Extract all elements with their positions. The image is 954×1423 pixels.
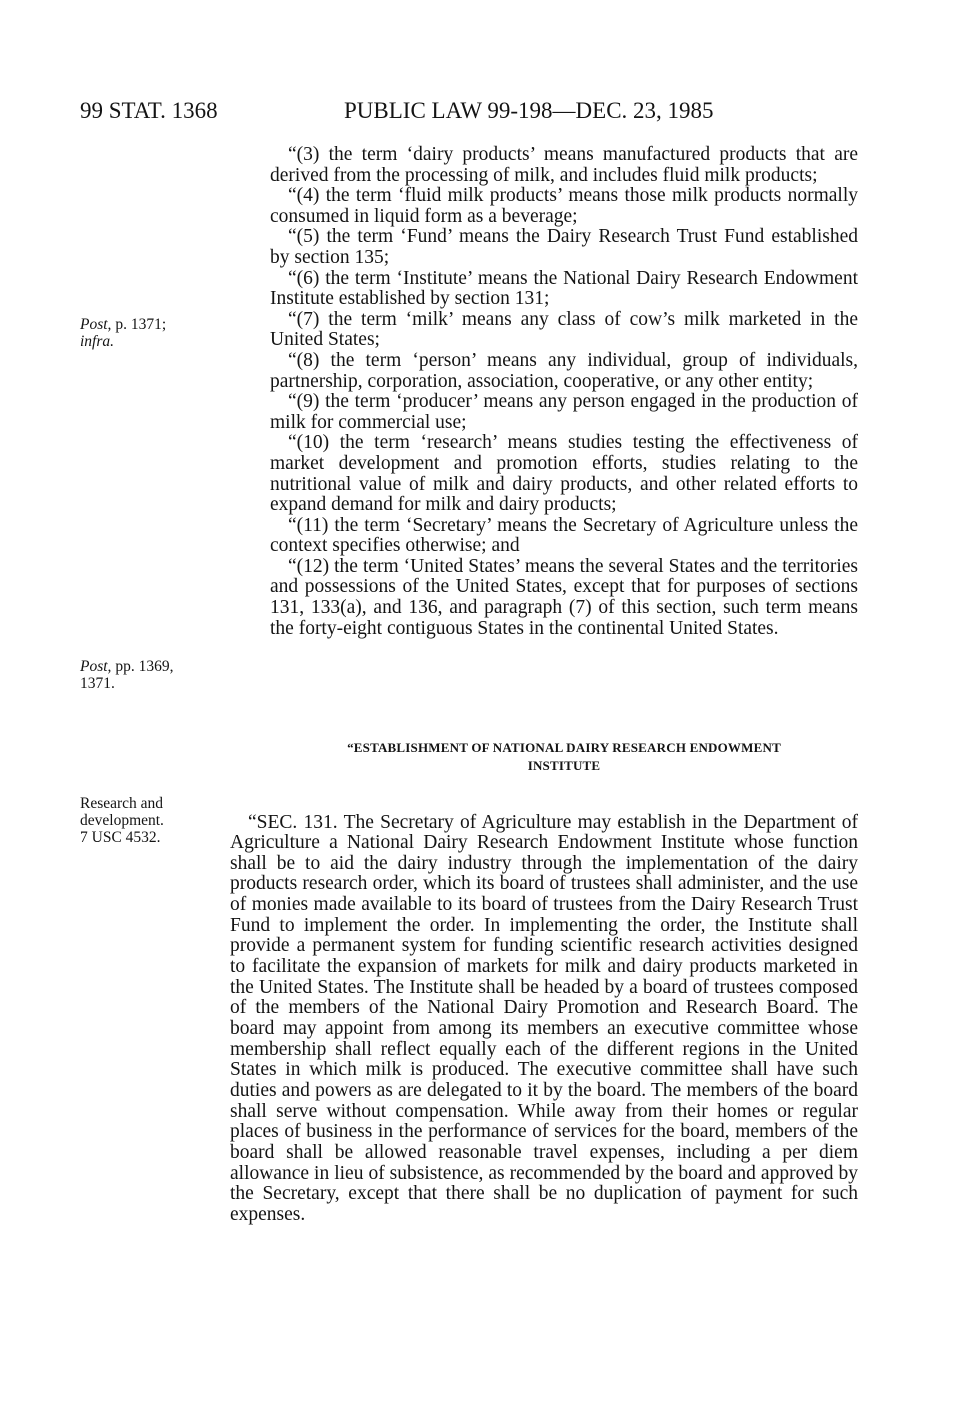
margin-note-italic: Post, <box>80 658 112 675</box>
margin-note-line: development. <box>80 812 164 829</box>
margin-note-line: Post, pp. 1369, <box>80 658 174 675</box>
statute-page-number: 99 STAT. 1368 <box>80 98 218 123</box>
definition-item: “(10) the term ‘research’ means studies testing the effectiveness of market development and promotion efforts, studies relating to the nutritional value of milk and dairy products, and other related efforts to expand demand for milk and dairy products; <box>270 432 858 516</box>
definition-item: “(8) the term ‘person’ means any individual, group of individuals, partnership, corporation, association, cooperative, or any other entity; <box>270 349 858 392</box>
definition-item: “(12) the term ‘United States’ means the several States and the territories and possessions of the United States, except that for purposes of sections 131, 133(a), and 136, and paragraph (7) of this section, such term means the forty-eight contiguous States in the continental United States. <box>270 555 858 639</box>
margin-note-italic: Post, <box>80 316 112 333</box>
margin-note-line: 1371. <box>80 675 115 692</box>
section-heading <box>270 739 858 775</box>
running-header-title: PUBLIC LAW 99-198—DEC. 23, 1985 <box>344 98 714 123</box>
definitions-list <box>270 145 858 639</box>
margin-note-line: Post, p. 1371; <box>80 316 167 333</box>
section-131-text: “SEC. 131. The Secretary of Agriculture may establish in the Department of Agriculture a National Dairy Research Endowment Institute whose function shall be to aid the dairy industry through the implementation of the dairy products research order, which its board of trustees shall administer, and the use of monies made available to its board of trustees from the Dairy Research Trust Fund to implement the order. In implementing the order, the Institute shall provide a permanent system for funding scientific research activities designed to facilitate the expansion of markets for milk and dairy products marketed in the United States. The Institute shall be headed by a board of trustees composed of the members of the National Dairy Promotion and Research Board. The board may appoint from among its members an executive committee whose membership shall reflect equally each of the different regions in the United States in which milk is produced. The executive committee shall have such duties and powers as are delegated to it by the board. The members of the board shall serve without compensation. While away from their homes or regular places of business in the performance of services for the board, members of the board shall be allowed reasonable travel expenses, including a per diem allowance in lieu of subsistence, as recommended by the board and approved by the Secretary, except that there shall be no duplication of payment for such expenses. <box>230 811 858 1225</box>
margin-note-line: infra. <box>80 333 115 350</box>
margin-note-line: Research and <box>80 795 164 812</box>
definition-item: “(11) the term ‘Secretary’ means the Secretary of Agriculture unless the context specifies otherwise; and <box>270 514 858 557</box>
definition-item: “(7) the term ‘milk’ means any class of cow’s milk marketed in the United States; <box>270 308 858 351</box>
section-heading-line: “ESTABLISHMENT OF NATIONAL DAIRY RESEARCH ENDOWMENT <box>347 740 781 755</box>
section-heading-line: INSTITUTE <box>527 758 601 773</box>
margin-note-cross-reference <box>80 316 220 350</box>
definition-item: “(3) the term ‘dairy products’ means manufactured products that are derived from the processing of milk, and includes fluid milk products; <box>270 144 858 186</box>
definition-item: “(4) the term ‘fluid milk products’ means those milk products normally consumed in liquid form as a beverage; <box>270 185 858 227</box>
margin-note-research <box>80 795 220 846</box>
definition-item: “(9) the term ‘producer’ means any person engaged in the production of milk for commercial use; <box>270 391 858 433</box>
margin-note-cross-reference <box>80 658 220 692</box>
definition-item: “(6) the term ‘Institute’ means the National Dairy Research Endowment Institute established by section 131; <box>270 267 858 310</box>
definition-item: “(5) the term ‘Fund’ means the Dairy Research Trust Fund established by section 135; <box>270 226 858 268</box>
margin-note-line: 7 USC 4532. <box>80 829 161 846</box>
